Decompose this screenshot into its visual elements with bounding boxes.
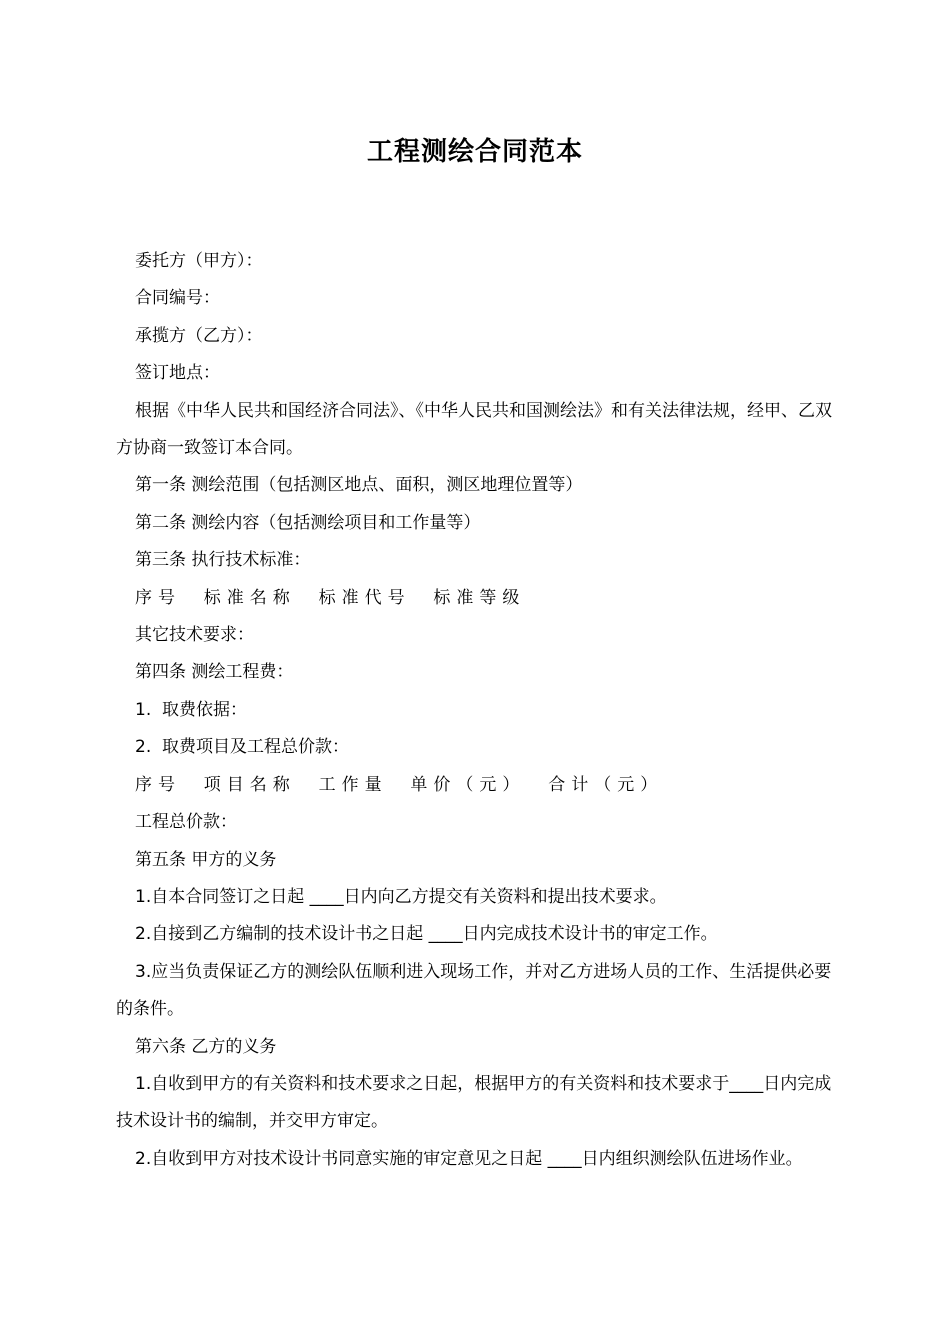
article-4: 第四条 测绘工程费： [135,662,294,683]
article-6: 第六条 乙方的义务 [135,1036,277,1057]
fee-table-header: 序号 项目名称 工作量 单价（元） 合计（元） [135,774,664,795]
fee-basis: 1. 取费依据： [135,699,248,720]
article-3: 第三条 执行技术标准： [135,550,311,571]
paragraph-signing-place: 签订地点： [135,363,220,384]
party-b-duty-1: 1.自收到甲方的有关资料和技术要求之日起，根据甲方的有关资料和技术要求于____日内完成技术设计书的编制，并交甲方审定。 [116,1073,832,1132]
article-2: 第二条 测绘内容（包括测绘项目和工作量等） [135,512,481,533]
document-title: 工程测绘合同范本 [366,137,583,167]
article-5: 第五条 甲方的义务 [135,849,277,870]
party-a-duty-1: 1.自本合同签订之日起 ____日内向乙方提交有关资料和提出技术要求。 [135,886,667,907]
document-body [116,243,846,1178]
paragraph-contractor: 承揽方（乙方）： [135,325,263,346]
party-a-duty-3: 3.应当负责保证乙方的测绘队伍顺利进入现场工作，并对乙方进场人员的工作、生活提供必要的条件。 [116,961,832,1020]
paragraph-client: 委托方（甲方）： [135,251,263,271]
party-b-duty-2: 2.自收到甲方对技术设计书同意实施的审定意见之日起 ____日内组织测绘队伍进场作业。 [135,1148,803,1169]
paragraph-other-requirements: 其它技术要求： [135,625,254,646]
party-a-duty-2: 2.自接到乙方编制的技术设计书之日起 ____日内完成技术设计书的审定工作。 [135,924,718,945]
paragraph-legal-basis: 根据《中华人民共和国经济合同法》、《中华人民共和国测绘法》和有关法律法规，经甲、乙双方协商一致签订本合同。 [116,400,832,459]
paragraph-contract-number: 合同编号： [135,288,220,309]
article-1: 第一条 测绘范围（包括测区地点、面积，测区地理位置等） [135,475,583,496]
fee-items: 2. 取费项目及工程总价款： [135,737,350,758]
standards-table-header: 序号 标准名称 标准代号 标准等级 [135,587,526,608]
paragraph-total-price: 工程总价款： [135,812,237,833]
